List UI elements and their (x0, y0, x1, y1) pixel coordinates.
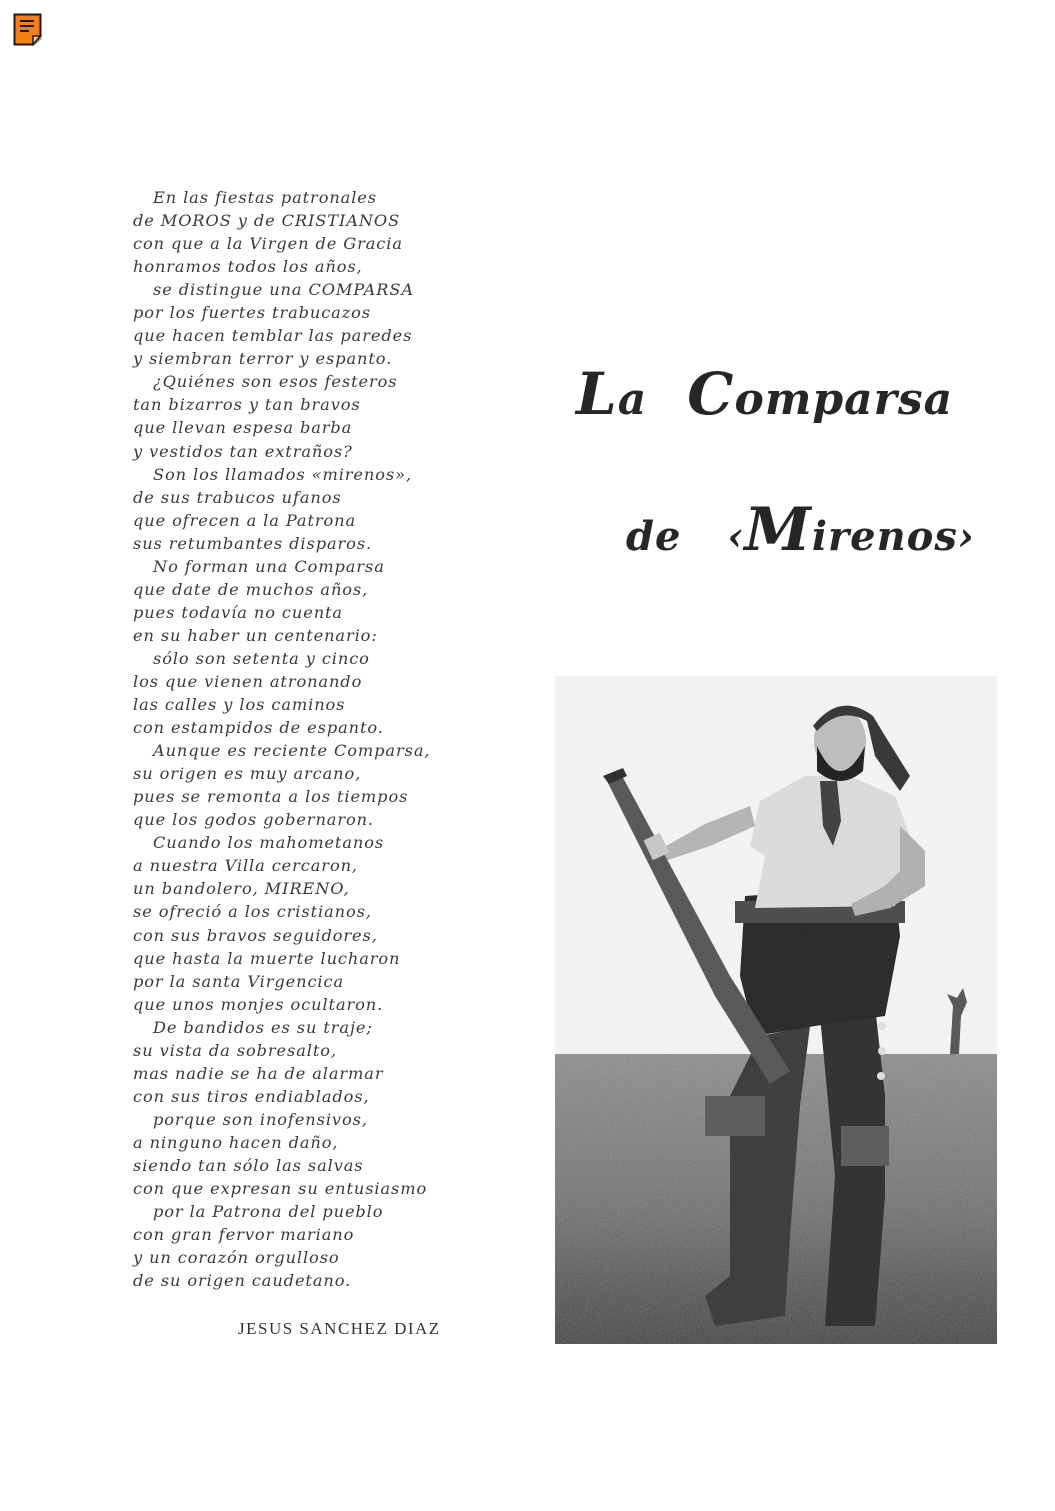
poem-line: que date de muchos años, (133, 579, 369, 599)
author-signature: JESUS SANCHEZ DIAZ (238, 1319, 441, 1338)
poem-line: un bandolero, MIRENO, (133, 879, 350, 899)
poem-line: porque son inofensivos, (153, 1109, 368, 1129)
title-cap-c: C (687, 360, 735, 428)
poem-line: de su origen caudetano. (133, 1271, 352, 1291)
title-word-la: a (617, 374, 648, 425)
poem-line: por la santa Virgencica (133, 971, 344, 991)
poem-line: su origen es muy arcano, (133, 764, 362, 784)
poem-line: se ofreció a los cristianos, (133, 902, 372, 922)
title-line-1 (576, 360, 953, 428)
poem-line: se distingue una COMPARSA (153, 280, 414, 300)
title-line-2 (626, 495, 975, 565)
poem-line: y un corazón orgulloso (133, 1248, 340, 1268)
poem-line: de sus trabucos ufanos (133, 487, 342, 507)
poem-line: con gran fervor mariano (133, 1225, 355, 1245)
poem-line: pues se remonta a los tiempos (133, 787, 409, 807)
poem-line: por la Patrona del pueblo (153, 1202, 384, 1222)
poem-line: que hacen temblar las paredes (133, 326, 413, 346)
poem-line: con que expresan su entusiasmo (133, 1179, 428, 1199)
poem-line: los que vienen atronando (133, 671, 363, 691)
poem-line: las calles y los caminos (133, 695, 346, 715)
poem-line: siendo tan sólo las salvas (133, 1155, 364, 1175)
poem-line: De bandidos es su traje; (153, 1017, 373, 1037)
poem-line: con estampidos de espanto. (133, 718, 384, 738)
poem-line: que los godos gobernaron. (133, 810, 374, 830)
poem-line: en su haber un centenario: (133, 625, 378, 645)
poem-line: Son los llamados «mirenos», (153, 464, 412, 484)
poem-line: sus retumbantes disparos. (133, 533, 373, 553)
poem-line: de MOROS y de CRISTIANOS (133, 211, 401, 231)
poem-line: que llevan espesa barba (133, 418, 353, 438)
poem-line: ¿Quiénes son esos festeros (153, 372, 398, 392)
poem-line: por los fuertes trabucazos (133, 303, 372, 323)
poem-line: honramos todos los años, (133, 257, 363, 277)
poem-line: pues todavía no cuenta (133, 602, 343, 622)
poem-line: y vestidos tan extraños? (133, 441, 353, 461)
poem-line: y siembran terror y espanto. (133, 349, 393, 369)
poem-line: tan bizarros y tan bravos (133, 395, 361, 415)
poem-line: con sus tiros endiablados, (133, 1086, 370, 1106)
title-word-mirenos: irenos› (811, 513, 975, 560)
poem-line: No forman una Comparsa (153, 556, 385, 576)
photo-mireno (555, 676, 997, 1344)
poem-line: Aunque es reciente Comparsa, (153, 741, 431, 761)
title-cap-l: L (576, 360, 618, 428)
title-word-de: de (626, 513, 682, 560)
poem-line: mas nadie se ha de alarmar (133, 1063, 384, 1083)
poem-line: que unos monjes ocultaron. (133, 994, 384, 1014)
note-icon[interactable] (13, 13, 43, 46)
poem-line: su vista da sobresalto, (133, 1040, 337, 1060)
title-word-comparsa: omparsa (734, 374, 954, 425)
poem-line: con que a la Virgen de Gracia (133, 234, 403, 254)
title-quote-open: ‹ (727, 513, 745, 560)
title-cap-m: M (744, 495, 812, 565)
poem-line: con sus bravos seguidores, (133, 925, 378, 945)
poem-line: a ninguno hacen daño, (133, 1132, 339, 1152)
poem-line: En las fiestas patronales (153, 188, 377, 207)
poem-line: sólo son setenta y cinco (153, 648, 370, 668)
poem-line: a nuestra Villa cercaron, (133, 856, 358, 876)
poem-body (133, 186, 493, 1292)
poem-line: que hasta la muerte lucharon (133, 948, 401, 968)
poem-line: Cuando los mahometanos (153, 833, 385, 853)
poem-line: que ofrecen a la Patrona (133, 510, 357, 530)
